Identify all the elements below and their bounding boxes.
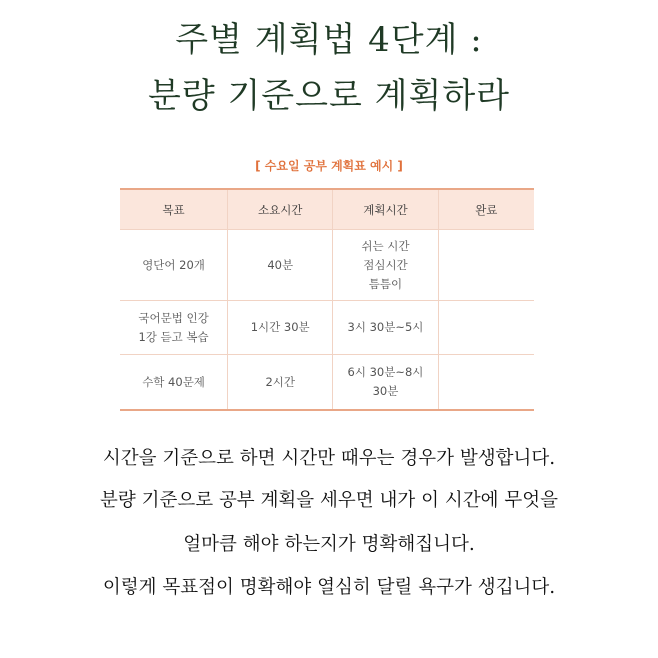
header-planned-time: 계획시간 [333, 189, 438, 230]
cell-text: 국어문법 인강 [138, 310, 209, 325]
page-title-line-1: 주별 계획법 4단계 : [175, 20, 483, 60]
cell-done [438, 301, 534, 355]
cell-done [438, 230, 534, 301]
cell-goal [120, 301, 228, 355]
cell-goal [120, 230, 228, 301]
table-row [120, 355, 534, 411]
cell-duration: 2시간 [228, 355, 333, 411]
header-goal: 목표 [120, 189, 228, 230]
cell-duration: 40분 [228, 230, 333, 301]
table-row [120, 301, 534, 355]
cell-duration: 1시간 30분 [228, 301, 333, 355]
cell-text: 틈틈이 [368, 276, 403, 291]
cell-text: 30분 [372, 384, 399, 398]
header-duration: 소요시간 [228, 189, 333, 230]
body-text-line-3: 얼마큼 해야 하는지가 명확해집니다. [183, 534, 475, 555]
cell-goal [120, 355, 228, 411]
table-row [120, 230, 534, 301]
header-done: 완료 [438, 189, 534, 230]
body-text-line-2: 분량 기준으로 공부 계획을 세우면 내가 이 시간에 무엇을 [99, 490, 559, 511]
cell-text: 쉬는 시간 [361, 238, 410, 253]
body-text-line-4: 이렇게 목표점이 명확해야 열심히 달릴 욕구가 생깁니다. [102, 577, 556, 598]
page-title-line-2: 분량 기준으로 계획하라 [147, 76, 511, 116]
cell-planned-time [333, 355, 438, 411]
cell-planned-time [333, 301, 438, 355]
cell-text: 점심시간 [363, 257, 408, 272]
cell-text: 영단어 20개 [142, 257, 205, 272]
cell-planned-time [333, 230, 438, 301]
cell-text: 3시 30분~5시 [347, 320, 424, 334]
table-header-row [120, 189, 534, 230]
body-text-line-1: 시간을 기준으로 하면 시간만 때우는 경우가 발생합니다. [102, 448, 556, 469]
study-plan-table [120, 188, 534, 411]
cell-text: 수학 40문제 [142, 374, 205, 389]
cell-done [438, 355, 534, 411]
cell-text: 1강 듣고 복습 [138, 329, 209, 344]
table-caption: [ 수요일 공부 계획표 예시 ] [255, 159, 403, 173]
cell-text: 6시 30분~8시 [347, 365, 424, 379]
